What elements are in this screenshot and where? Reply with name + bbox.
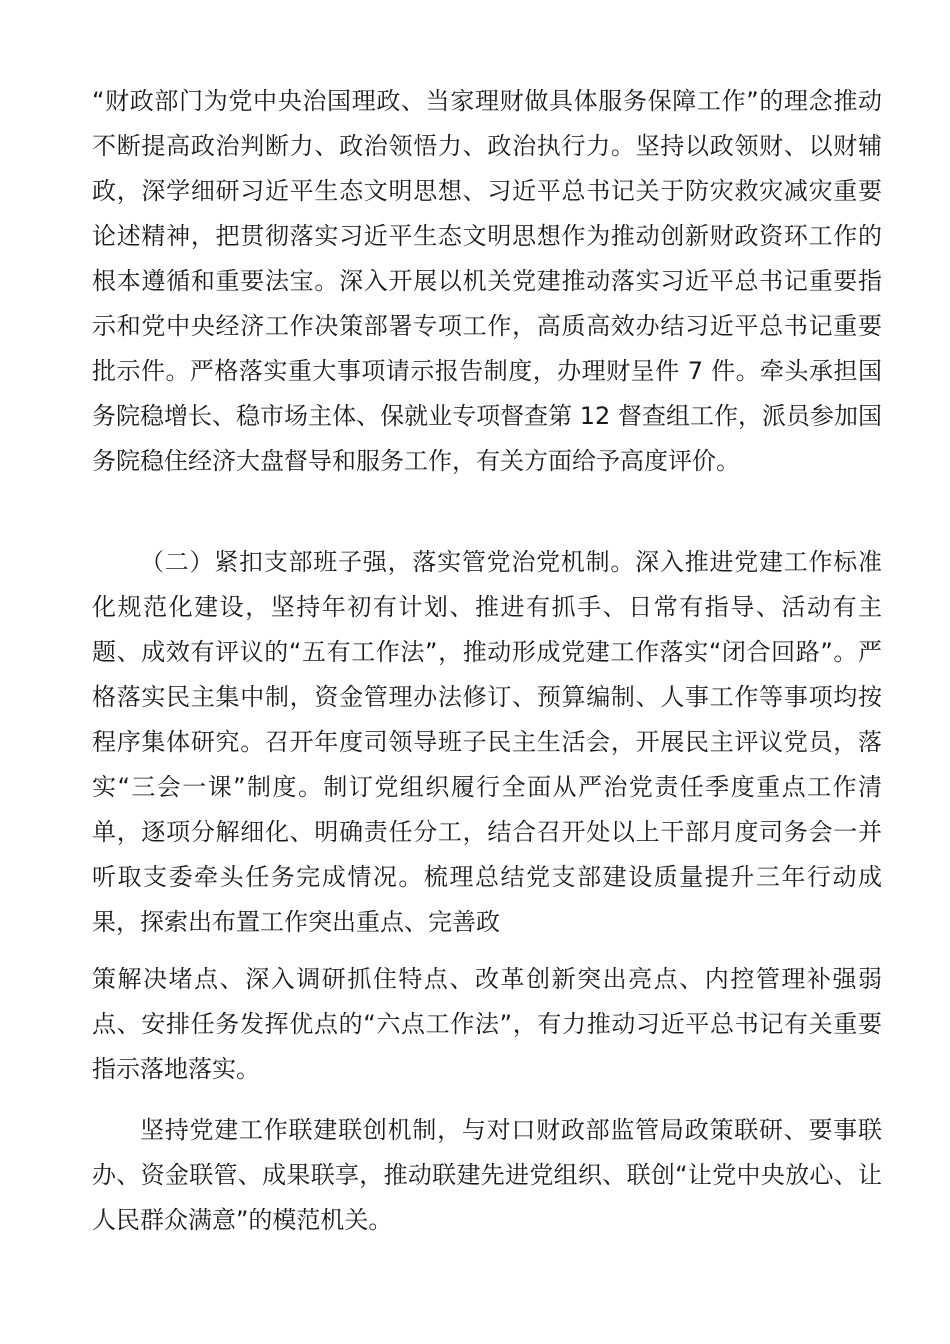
paragraph-joint-building-mechanism: 坚持党建工作联建联创机制，与对口财政部监管局政策联研、要事联办、资金联管、成果联享，推动联建先进党组织、联创“让党中央放心、让人民群众满意”的模范机关。 xyxy=(92,1116,882,1234)
paragraph-branch-team-mechanism: （二）紧扣支部班子强，落实管党治党机制。深入推进党建工作标准化规范化建设，坚持年初有计划、推进有抓手、日常有指导、活动有主题、成效有评议的“五有工作法”，推动形成党建工作落实“闭合回路”。严格落实民主集中制，资金管理办法修订、预算编制、人事工作等事项均按程序集体研究。召开年度司领导班子民主生活会，开展民主评议党员，落实“三会一课”制度。制订党组织履行全面从严治党责任季度重点工作清单，逐项分解细化、明确责任分工，结合召开处以上干部月度司务会一并听取支委牵头任务完成情况。梳理总结党支部建设质量提升三年行动成果，探索出布置工作突出重点、完善政 xyxy=(92,548,882,936)
paragraph-six-points-method: 策解决堵点、深入调研抓住特点、改革创新突出亮点、内控管理补强弱点、安排任务发挥优点的“六点工作法”，有力推动习近平总书记有关重要指示落地落实。 xyxy=(92,965,882,1083)
paragraph-party-finance-philosophy: “财政部门为党中央治国理政、当家理财做具体服务保障工作”的理念推动不断提高政治判断力、政治领悟力、政治执行力。坚持以政领财、以财辅政，深学细研习近平生态文明思想、习近平总书记关于防灾救灾减灾重要论述精神，把贯彻落实习近平生态文明思想作为推动创新财政资环工作的根本遵循和重要法宝。深入开展以机关党建推动落实习近平总书记重要指示和党中央经济工作决策部署专项工作，高质高效办结习近平总书记重要批示件。严格落实重大事项请示报告制度，办理财呈件 7 件。牵头承担国务院稳增长、稳市场主体、保就业专项督查第 12 督查组工作，派员参加国务院稳住经济大盘督导和服务工作，有关方面给予高度评价。 xyxy=(92,87,882,475)
